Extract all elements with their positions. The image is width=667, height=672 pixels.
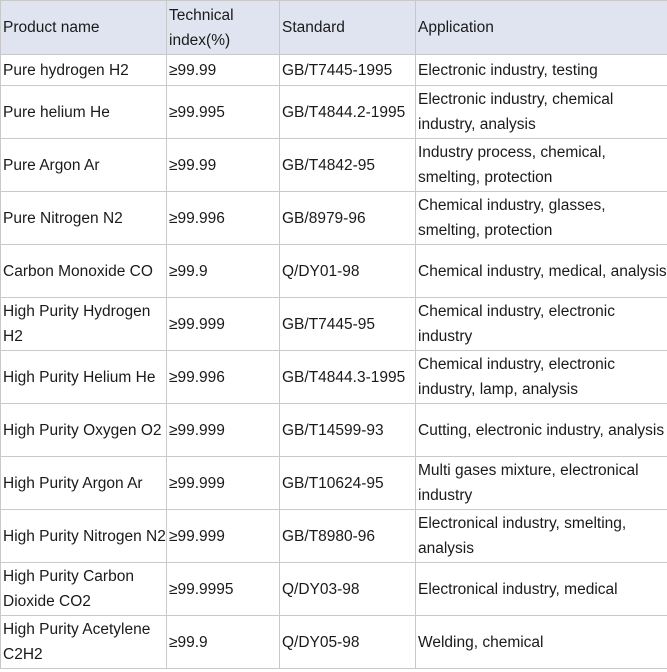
table-row — [1, 351, 667, 404]
header-row — [1, 1, 667, 55]
table-row — [1, 510, 667, 563]
application-cell: Chemical industry, medical, analysis — [416, 245, 667, 298]
application-cell: Chemical industry, glasses, smelting, protection — [416, 192, 667, 245]
technical-index-cell: ≥99.996 — [167, 192, 280, 245]
header-application: Application — [416, 1, 667, 55]
table-row — [1, 563, 667, 616]
application-cell: Cutting, electronic industry, analysis — [416, 404, 667, 457]
technical-index-cell: ≥99.9 — [167, 616, 280, 669]
table-row — [1, 404, 667, 457]
header-standard: Standard — [280, 1, 416, 55]
product-name-cell: High Purity Argon Ar — [1, 457, 167, 510]
standard-cell: Q/DY01-98 — [280, 245, 416, 298]
standard-cell: GB/T10624-95 — [280, 457, 416, 510]
product-name-cell: Pure Nitrogen N2 — [1, 192, 167, 245]
product-name-cell: High Purity Nitrogen N2 — [1, 510, 167, 563]
table-row — [1, 298, 667, 351]
application-cell: Chemical industry, electronic industry, lamp, analysis — [416, 351, 667, 404]
product-name-cell: Carbon Monoxide CO — [1, 245, 167, 298]
product-name-cell: High Purity Helium He — [1, 351, 167, 404]
application-cell: Electronical industry, medical — [416, 563, 667, 616]
application-cell: Electronic industry, testing — [416, 55, 667, 86]
header-product-name: Product name — [1, 1, 167, 55]
standard-cell: GB/T14599-93 — [280, 404, 416, 457]
product-name-cell: Pure Argon Ar — [1, 139, 167, 192]
standard-cell: GB/T4844.3-1995 — [280, 351, 416, 404]
table-row — [1, 55, 667, 86]
technical-index-cell: ≥99.9995 — [167, 563, 280, 616]
standard-cell: GB/T8980-96 — [280, 510, 416, 563]
technical-index-cell: ≥99.999 — [167, 298, 280, 351]
product-name-cell: High Purity Hydrogen H2 — [1, 298, 167, 351]
application-cell: Welding, chemical — [416, 616, 667, 669]
table-row — [1, 245, 667, 298]
application-cell: Electronical industry, smelting, analysis — [416, 510, 667, 563]
technical-index-cell: ≥99.9 — [167, 245, 280, 298]
technical-index-cell: ≥99.995 — [167, 86, 280, 139]
technical-index-cell: ≥99.99 — [167, 55, 280, 86]
table-row — [1, 457, 667, 510]
product-name-cell: Pure helium He — [1, 86, 167, 139]
table-row — [1, 86, 667, 139]
table-row — [1, 139, 667, 192]
product-name-cell: High Purity Acetylene C2H2 — [1, 616, 167, 669]
product-name-cell: High Purity Oxygen O2 — [1, 404, 167, 457]
application-cell: Chemical industry, electronic industry — [416, 298, 667, 351]
standard-cell: Q/DY03-98 — [280, 563, 416, 616]
standard-cell: GB/T4844.2-1995 — [280, 86, 416, 139]
technical-index-cell: ≥99.999 — [167, 404, 280, 457]
product-name-cell: Pure hydrogen H2 — [1, 55, 167, 86]
standard-cell: GB/8979-96 — [280, 192, 416, 245]
standard-cell: Q/DY05-98 — [280, 616, 416, 669]
table-row — [1, 192, 667, 245]
technical-index-cell: ≥99.999 — [167, 457, 280, 510]
technical-index-cell: ≥99.99 — [167, 139, 280, 192]
standard-cell: GB/T7445-95 — [280, 298, 416, 351]
product-name-cell: High Purity Carbon Dioxide CO2 — [1, 563, 167, 616]
application-cell: Multi gases mixture, electronical industry — [416, 457, 667, 510]
application-cell: Electronic industry, chemical industry, analysis — [416, 86, 667, 139]
header-technical-index: Technical index(%) — [167, 1, 280, 55]
application-cell: Industry process, chemical, smelting, protection — [416, 139, 667, 192]
standard-cell: GB/T7445-1995 — [280, 55, 416, 86]
technical-index-cell: ≥99.996 — [167, 351, 280, 404]
technical-index-cell: ≥99.999 — [167, 510, 280, 563]
standard-cell: GB/T4842-95 — [280, 139, 416, 192]
table-row — [1, 616, 667, 669]
